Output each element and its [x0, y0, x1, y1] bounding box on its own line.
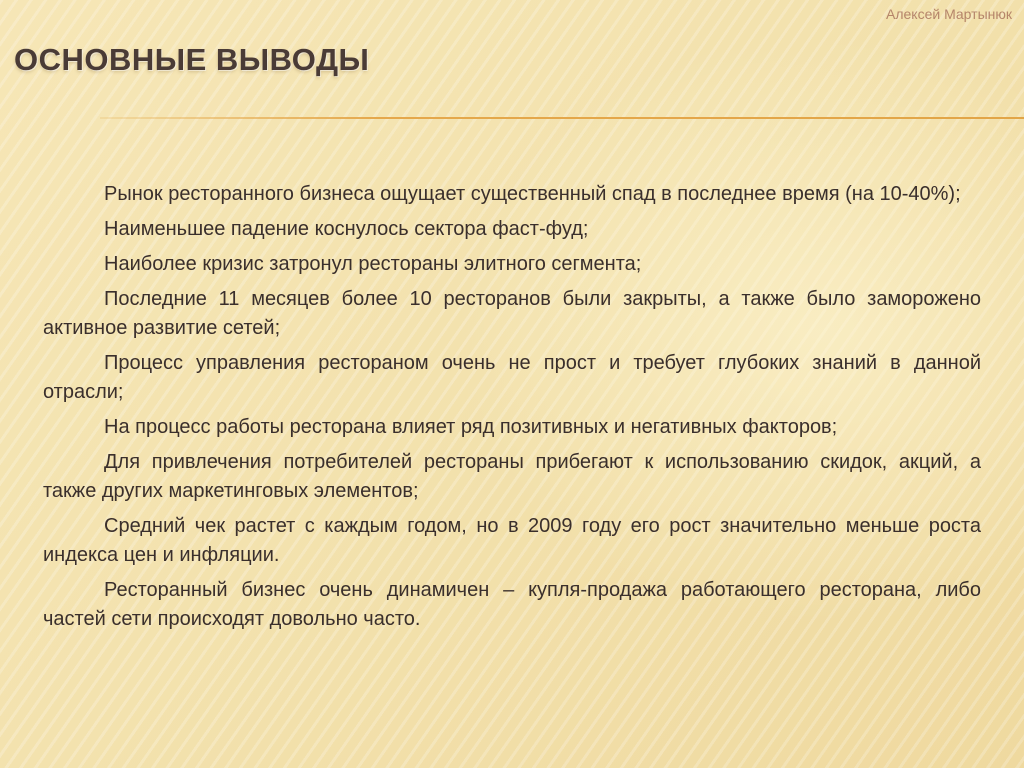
paragraph-3: Наиболее кризис затронул рестораны элитного сегмента;: [104, 253, 642, 275]
title-divider: [100, 117, 1024, 119]
paragraph-2: Наименьшее падение коснулось сектора фаст-фуд;: [104, 218, 589, 240]
paragraph-9: Ресторанный бизнес очень динамичен – купля-продажа работающего ресторана, либо частей сети происходят довольно часто.: [43, 579, 981, 630]
author-name: Алексей Мартынюк: [886, 6, 1012, 22]
paragraph-8: Средний чек растет с каждым годом, но в 2009 году его рост значительно меньше роста индекса цен и инфляции.: [43, 515, 981, 566]
paragraph-4: Последние 11 месяцев более 10 ресторанов были закрыты, а также было заморожено активное развитие сетей;: [43, 288, 981, 339]
slide-body: [43, 180, 981, 640]
paragraph-1: Рынок ресторанного бизнеса ощущает существенный спад в последнее время (на 10-40%);: [104, 183, 961, 205]
paragraph-7: Для привлечения потребителей рестораны прибегают к использованию скидок, акций, а также других маркетинговых элементов;: [43, 451, 981, 502]
slide-title: ОСНОВНЫЕ ВЫВОДЫ: [14, 42, 370, 77]
paragraph-5: Процесс управления рестораном очень не прост и требует глубоких знаний в данной отрасли;: [43, 352, 981, 403]
paragraph-6: На процесс работы ресторана влияет ряд позитивных и негативных факторов;: [104, 416, 838, 438]
